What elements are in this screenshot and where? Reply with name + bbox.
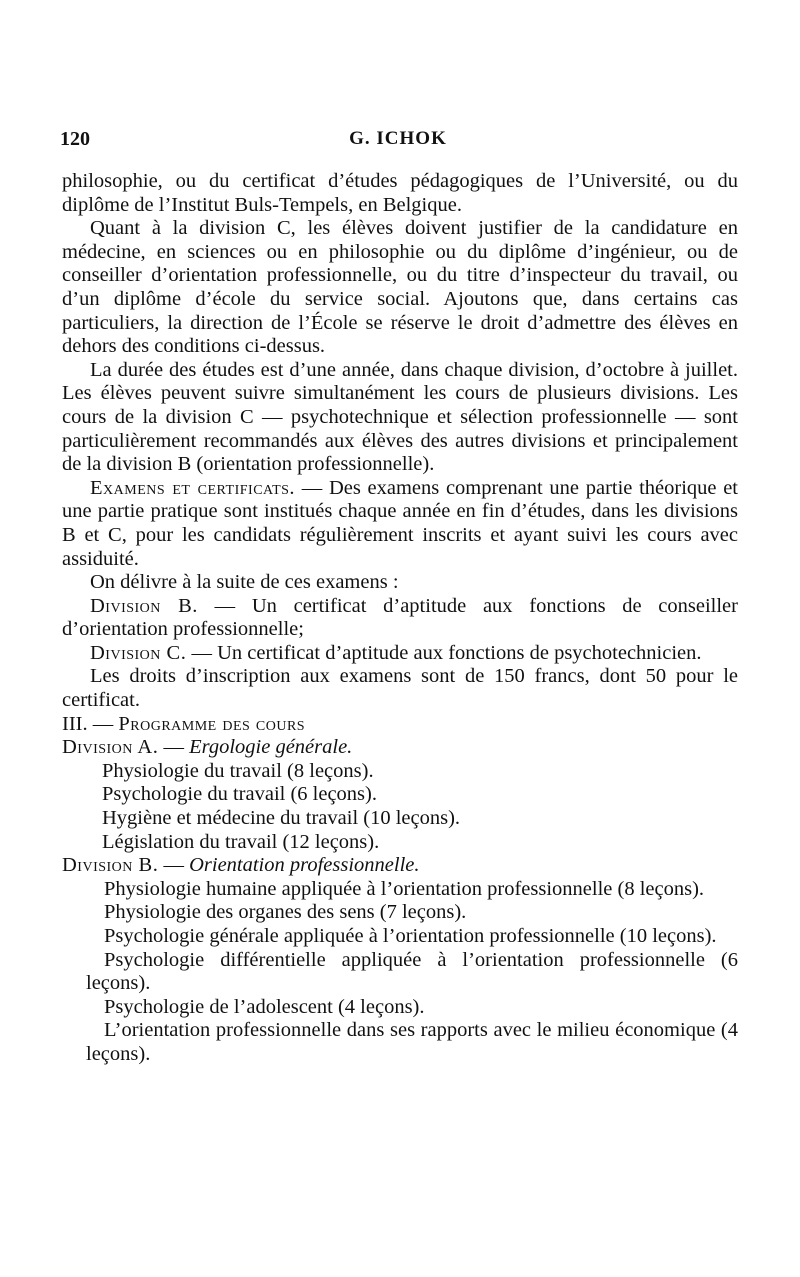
paragraph: Les droits d’inscription aux examens sont de 150 francs, dont 50 pour le certificat. xyxy=(62,665,738,712)
list-item: Psychologie du travail (6 leçons). xyxy=(102,783,377,806)
list-item: Psychologie de l’adolescent (4 leçons). xyxy=(104,995,425,1018)
division-b-heading xyxy=(62,854,738,878)
list-item: Législation du travail (12 leçons). xyxy=(102,830,380,853)
division-title: Orientation professionnelle. xyxy=(189,854,420,877)
page-number: 120 xyxy=(60,128,90,150)
page-header xyxy=(60,128,736,156)
running-head: G. ICHOK xyxy=(349,128,447,149)
paragraph: On délivre à la suite de ces examens : xyxy=(90,571,399,594)
division-label: Division B. xyxy=(62,854,159,877)
paragraph-lead: Division C. xyxy=(90,641,187,664)
paragraph-lead: Division B. xyxy=(90,594,198,617)
division-a-heading xyxy=(62,736,738,760)
list-item: Psychologie différentielle appliquée à l’orientation professionnelle (6 leçons). xyxy=(86,948,738,995)
section-title: Programme des cours xyxy=(118,712,306,735)
division-dash: — xyxy=(158,736,190,759)
list-item: Hygiène et médecine du travail (10 leçons). xyxy=(102,807,461,830)
paragraph: La durée des études est d’une année, dans chaque division, d’octobre à juillet. Les élèves peuvent suivre simultanément les cours de plusieurs divisions. Les cours de la division C — psychotechnique et sélection professionnelle — sont particulièrement recommandés aux élèves des autres divisions et principalement de la division B (orientation professionnelle). xyxy=(62,358,738,476)
paragraph-text: — Des examens comprenant une partie théorique et une partie pratique sont institués chaque année en fin d’études, dans les divisions B et C, pour les candidats régulièrement inscrits et ayant suivi les cours avec assiduité. xyxy=(62,476,739,570)
section-heading xyxy=(62,713,738,737)
paragraph-lead: Examens et certificats. xyxy=(90,476,296,499)
paragraph xyxy=(62,642,738,666)
list-item: L’orientation professionnelle dans ses rapports avec le milieu économique (4 leçons). xyxy=(86,1019,738,1065)
division-a-course-list xyxy=(62,760,738,854)
page-body xyxy=(62,170,738,1067)
list-item: Psychologie générale appliquée à l’orientation professionnelle (10 leçons). xyxy=(104,925,717,947)
paragraph-text: — Un certificat d’aptitude aux fonctions de conseiller d’orientation professionnelle; xyxy=(62,594,738,641)
division-label: Division A. xyxy=(62,736,159,759)
division-title: Ergologie générale. xyxy=(189,736,353,759)
paragraph: Quant à la division C, les élèves doivent justifier de la candidature en médecine, en sciences ou en philosophie ou du diplôme d’ingénieur, ou de conseiller d’orientation professionnelle, ou du titre d’inspecteur du travail, ou d’un diplôme d’école du service social. Ajoutons que, dans certains cas particuliers, la direction de l’École se réserve le droit d’admettre des élèves en dehors des conditions ci-dessus. xyxy=(62,217,738,358)
paragraph xyxy=(62,595,738,642)
list-item: Physiologie des organes des sens (7 leçons). xyxy=(104,901,467,924)
paragraph xyxy=(62,477,738,571)
paragraph: philosophie, ou du certificat d’études pédagogiques de l’Université, ou du diplôme de l’Institut Buls-Tempels, en Belgique. xyxy=(62,170,738,216)
paragraph-text: — Un certificat d’aptitude aux fonctions de psychotechnicien. xyxy=(186,641,702,664)
section-number: III. — xyxy=(62,712,119,735)
division-dash: — xyxy=(158,854,190,877)
division-b-course-list xyxy=(62,878,738,1067)
list-item: Physiologie humaine appliquée à l’orientation professionnelle (8 leçons). xyxy=(104,877,705,900)
list-item: Physiologie du travail (8 leçons). xyxy=(102,759,374,782)
